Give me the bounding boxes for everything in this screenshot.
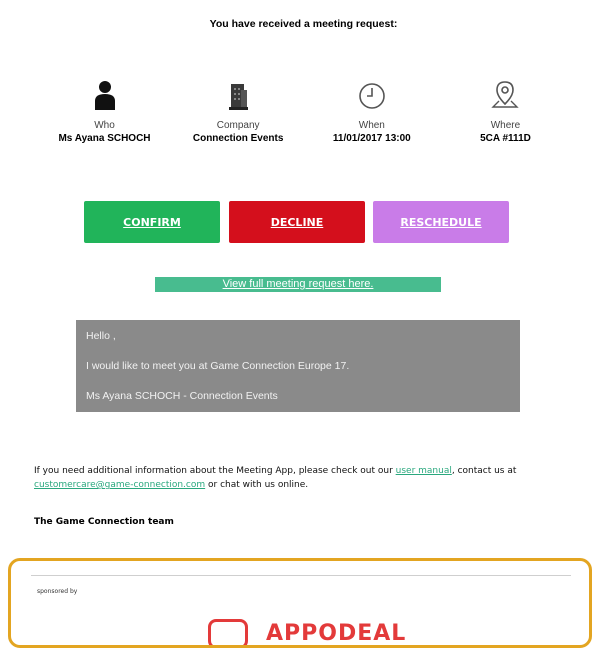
detail-label: Who (94, 120, 115, 131)
clock-icon (305, 78, 438, 110)
detail-when (305, 78, 438, 145)
reschedule-button[interactable]: RESCHEDULE (373, 201, 509, 243)
help-text-part: , contact us at (451, 466, 517, 476)
help-text-part: or chat with us online. (205, 480, 309, 490)
user-manual-link[interactable]: user manual (395, 466, 452, 476)
person-icon (38, 78, 171, 110)
view-full-request-link[interactable]: View full meeting request here. (155, 277, 441, 292)
message-signature: Ms Ayana SCHOCH - Connection Events (86, 390, 278, 402)
detail-value: 5CA #111D (480, 133, 531, 144)
detail-value: Connection Events (192, 133, 284, 144)
sponsored-by-label: sponsored by (37, 588, 78, 595)
detail-label: Company (216, 120, 260, 131)
help-text-part: If you need additional information about the Meeting App, please check out our (34, 466, 396, 476)
message-body: I would like to meet you at Game Connection Europe 17. (86, 360, 350, 372)
sponsor-logo-icon[interactable] (208, 619, 248, 648)
confirm-button[interactable]: CONFIRM (84, 201, 220, 243)
team-signature: The Game Connection team (34, 517, 174, 527)
meeting-details (38, 78, 572, 145)
detail-label: When (358, 120, 385, 131)
detail-company (172, 78, 305, 145)
detail-value: Ms Ayana SCHOCH (58, 133, 151, 144)
message-greeting: Hello , (86, 330, 116, 342)
divider (31, 575, 571, 576)
detail-value: 11/01/2017 13:00 (332, 133, 411, 144)
customercare-email-link[interactable]: customercare@game-connection.com (34, 480, 206, 490)
detail-label: Where (490, 120, 521, 131)
building-icon (172, 78, 305, 110)
message-box (76, 320, 520, 412)
decline-button[interactable]: DECLINE (229, 201, 365, 243)
detail-where (439, 78, 572, 145)
sponsor-box (8, 558, 592, 648)
sponsor-logo[interactable]: APPODEAL (266, 621, 407, 646)
detail-who (38, 78, 171, 145)
help-text (34, 464, 554, 492)
meeting-request-headline: You have received a meeting request: (209, 18, 398, 30)
location-pin-icon (439, 78, 572, 110)
